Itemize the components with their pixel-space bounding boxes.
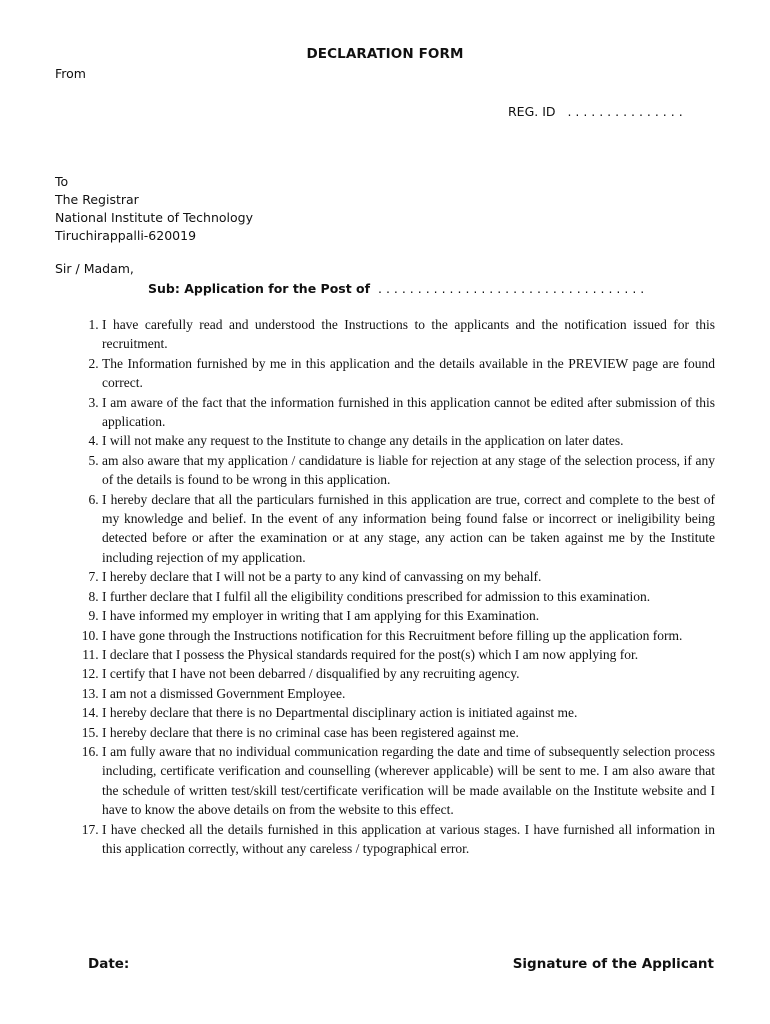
declaration-number: 12.	[81, 666, 102, 682]
declaration-text: I am aware of the fact that the information furnished in this application cannot be edited after submission of this application.	[102, 394, 715, 430]
addressee-line-1: The Registrar	[55, 192, 139, 207]
declaration-item	[62, 490, 715, 568]
declaration-text: I hereby declare that I will not be a party to any kind of canvassing on my behalf.	[102, 569, 542, 585]
declaration-text: I certify that I have not been debarred / disqualified by any recruiting agency.	[102, 666, 520, 682]
declaration-number: 5.	[88, 452, 102, 468]
declaration-number: 13.	[81, 685, 102, 701]
declaration-text: I have carefully read and understood the Instructions to the applicants and the notification issued for this recruitment.	[102, 317, 715, 352]
declaration-number: 16.	[81, 743, 102, 759]
declaration-number: 17.	[81, 821, 102, 837]
reg-id-field: REG. ID . . . . . . . . . . . . . . .	[508, 104, 683, 119]
declaration-item	[62, 606, 715, 625]
addressee-line-2: National Institute of Technology	[55, 210, 253, 225]
declaration-item	[62, 703, 715, 722]
declaration-text: I am fully aware that no individual communication regarding the date and time of subsequently selection process including, certificate verification and counselling (wherever applicable) will be sent to me. I am also aware that the schedule of written test/skill test/certificate verification will be made available on the Institute website and I have to know the above details on from the website to this effect.	[102, 743, 715, 818]
declaration-number: 11.	[82, 646, 102, 662]
declaration-item	[62, 587, 715, 606]
declaration-number: 15.	[81, 724, 102, 740]
declaration-text: I have informed my employer in writing that I am applying for this Examination.	[102, 608, 540, 624]
declaration-number: 6.	[88, 491, 102, 507]
salutation: Sir / Madam,	[55, 261, 134, 276]
declaration-text: The Information furnished by me in this application and the details available in the PREVIEW page are found correct.	[102, 355, 715, 391]
to-label: To	[55, 174, 69, 189]
declaration-text: am also aware that my application / candidature is liable for rejection at any stage of the selection process, if any of the details is found to be wrong in this application.	[102, 452, 715, 488]
subject-label: Sub: Application for the Post of	[148, 281, 371, 296]
declaration-text: I have checked all the details furnished in this application at various stages. I have furnished all information in this application correctly, without any careless / typographical error.	[102, 821, 715, 856]
declaration-number: 2.	[88, 355, 102, 371]
declaration-number: 3.	[88, 394, 102, 410]
declaration-item	[62, 664, 715, 683]
subject-dots: . . . . . . . . . . . . . . . . . . . . . . . . . . . . . . . . . .	[370, 281, 645, 296]
form-title: DECLARATION FORM	[306, 46, 464, 62]
declaration-item	[62, 626, 715, 645]
signature-label: Signature of the Applicant	[512, 956, 714, 972]
declaration-text: I hereby declare that all the particulars furnished in this application are true, correct and complete to the best of my knowledge and belief. In the event of any information being found false or incorrect or ineligibility being detected before or after the examination or at any stage, any action can be taken against me by the Institute including rejection of my application.	[102, 491, 715, 565]
declaration-item	[62, 723, 715, 742]
declaration-number: 4.	[88, 433, 102, 449]
declaration-text: I am not a dismissed Government Employee.	[102, 685, 346, 701]
declaration-item	[62, 567, 715, 586]
declaration-item	[62, 742, 715, 820]
date-label: Date:	[88, 956, 130, 972]
declaration-text: I declare that I possess the Physical standards required for the post(s) which I am now applying for.	[102, 646, 639, 662]
declaration-text: I hereby declare that there is no Departmental disciplinary action is initiated against me.	[102, 705, 578, 721]
declaration-number: 14.	[81, 705, 102, 721]
declaration-text: I further declare that I fulfil all the eligibility conditions prescribed for admission to this examination.	[102, 588, 651, 604]
declaration-text: I have gone through the Instructions notification for this Recruitment before filling up the application form.	[102, 627, 683, 643]
declaration-text: I will not make any request to the Institute to change any details in the application on later dates.	[102, 433, 624, 449]
subject-line	[148, 281, 644, 296]
declaration-number: 10.	[81, 627, 102, 643]
declaration-text: I hereby declare that there is no criminal case has been registered against me.	[102, 724, 519, 740]
declaration-item	[62, 684, 715, 703]
declaration-item	[62, 820, 715, 859]
addressee-line-3: Tiruchirappalli-620019	[55, 228, 197, 243]
declaration-item	[62, 431, 715, 450]
declaration-number: 8.	[88, 588, 102, 604]
declaration-item	[62, 645, 715, 664]
from-label: From	[55, 66, 86, 81]
declaration-item	[62, 315, 715, 354]
declaration-item	[62, 354, 715, 393]
declaration-item	[62, 451, 715, 490]
declaration-number: 7.	[88, 569, 102, 585]
declaration-number: 1.	[88, 317, 102, 332]
declaration-item	[62, 393, 715, 432]
declaration-list	[62, 315, 715, 858]
declaration-number: 9.	[88, 608, 102, 624]
addressee-block	[55, 173, 253, 245]
